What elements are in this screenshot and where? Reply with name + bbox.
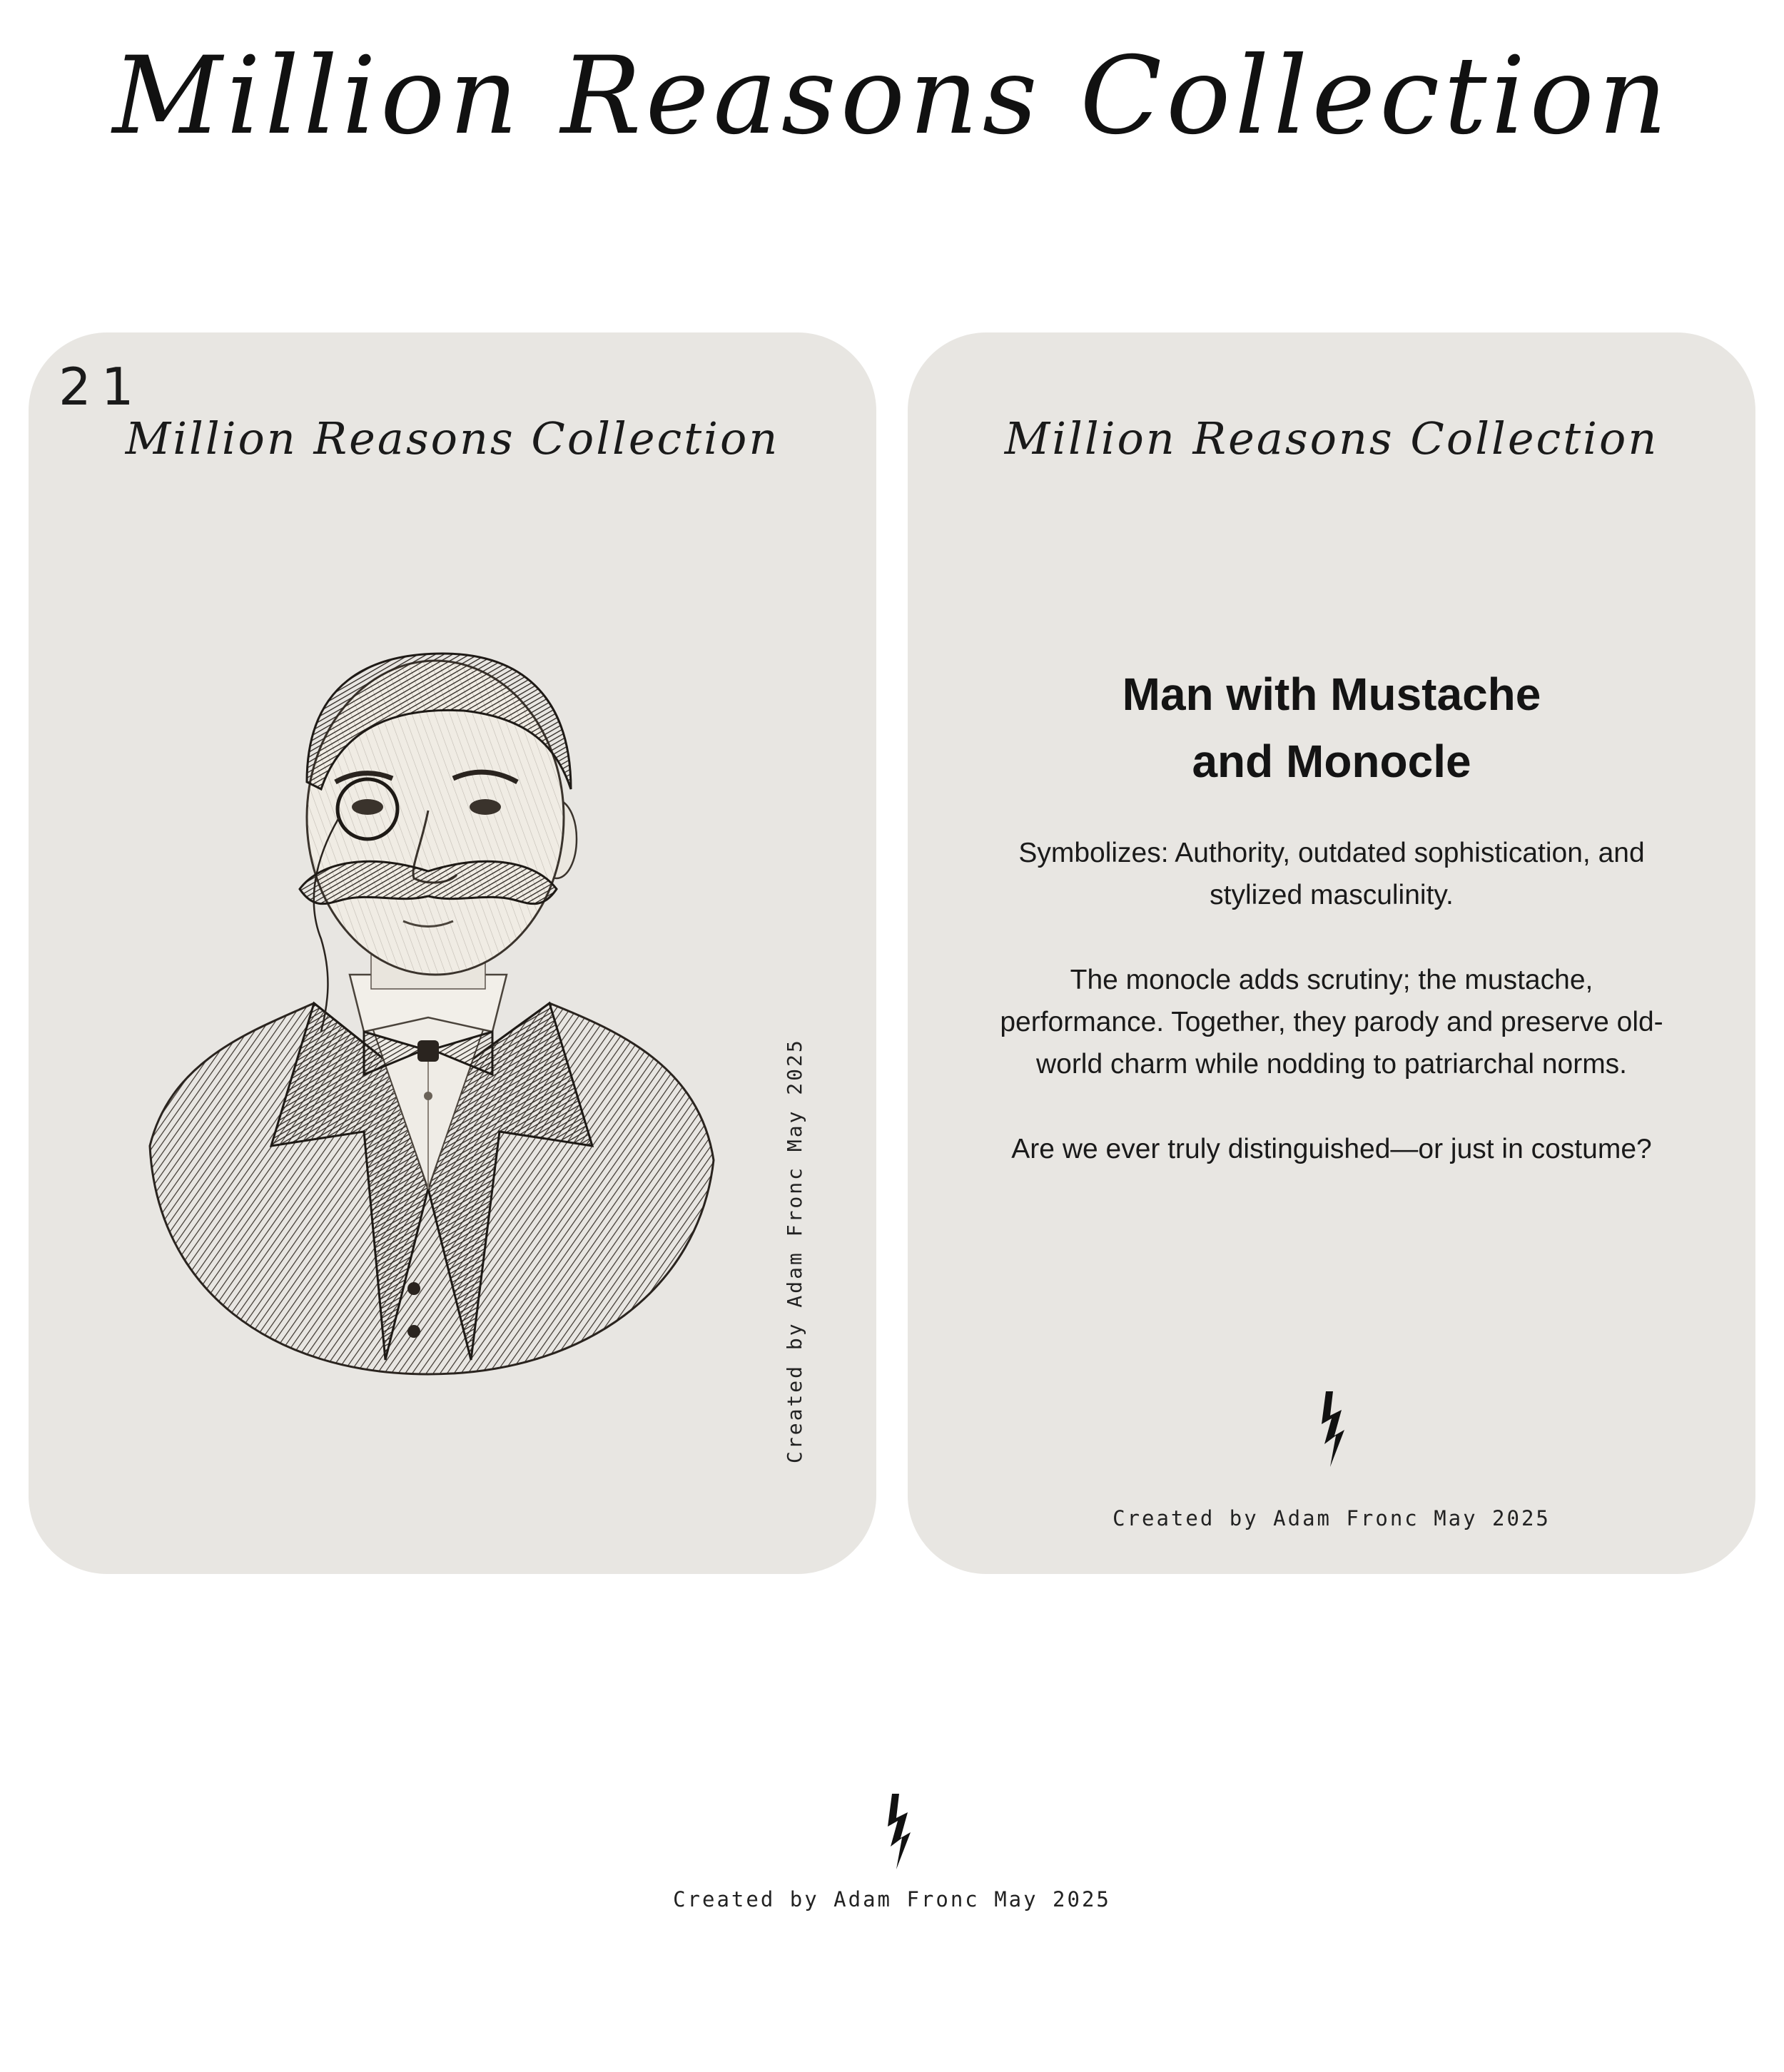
card-back [908, 332, 1755, 1574]
page-title: Million Reasons Collection [112, 34, 1672, 158]
meaning-paragraph: The monocle adds scrutiny; the mustache, performance. Together, they parody and preserve old-world charm while nodding to patriarchal norms. [1000, 965, 1663, 1080]
card-credit-text: Created by Adam Fronc May 2025 [1113, 1506, 1551, 1530]
card-title-line-2: and Monocle [1192, 736, 1471, 787]
question-paragraph: Are we ever truly distinguished—or just in costume? [1011, 1134, 1652, 1164]
symbolism-paragraph: Symbolizes: Authority, outdated sophistication, and stylized masculinity. [1018, 838, 1645, 910]
card-series-title: Million Reasons Collection [1004, 412, 1659, 464]
portrait-illustration [128, 604, 728, 1410]
lightning-bolt-icon [1316, 1391, 1347, 1467]
side-credit-text: Created by Adam Fronc May 2025 [783, 1038, 806, 1463]
card-series-title: Million Reasons Collection [125, 412, 780, 464]
card-description [993, 832, 1670, 1213]
card-title-line-1: Man with Mustache [1122, 669, 1541, 720]
footer-credit-text: Created by Adam Fronc May 2025 [673, 1887, 1111, 1911]
card-title [965, 661, 1698, 795]
card-number: 21 [59, 357, 144, 417]
card-front [29, 332, 876, 1574]
lightning-bolt-icon [882, 1794, 913, 1869]
